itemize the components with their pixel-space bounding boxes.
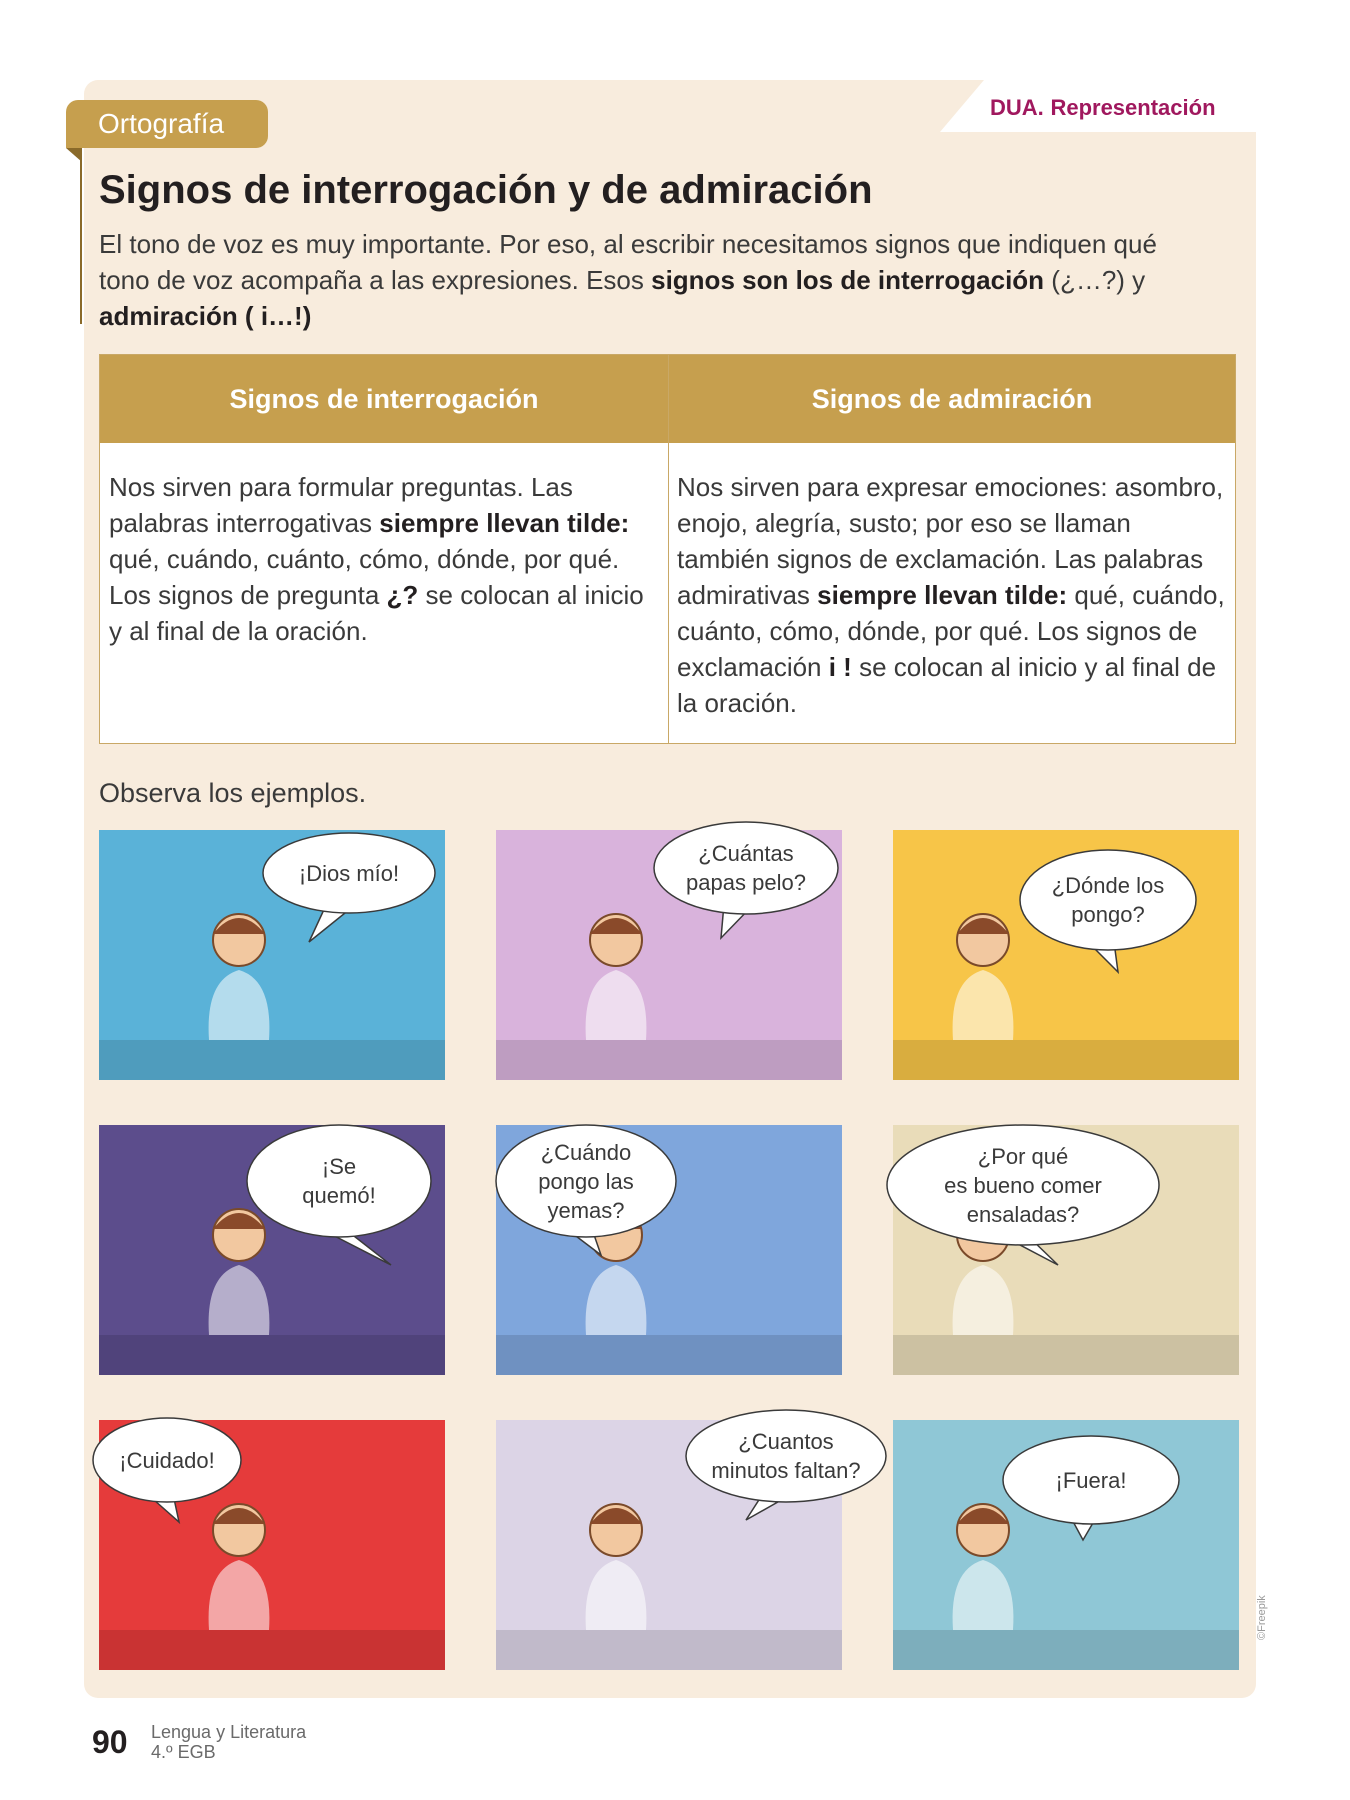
table-cell-interrogation <box>109 469 654 649</box>
cell1-bold-1: siempre llevan tilde: <box>379 508 630 538</box>
scene-counter <box>99 1335 445 1375</box>
bubble-tail-mask <box>1067 1512 1097 1520</box>
scene-counter <box>893 1335 1239 1375</box>
cell1-bold-2: ¿? <box>386 580 419 610</box>
example-scene-8 <box>496 1420 861 1670</box>
scene-counter <box>893 1630 1239 1670</box>
bubble-tail-mask <box>1084 938 1114 946</box>
bubble-text: ¿Cuántas papas pelo? <box>686 841 806 895</box>
dua-label-main: DUA. <box>990 95 1044 120</box>
scene-counter <box>99 1630 445 1670</box>
section-tab: Ortografía <box>66 100 268 148</box>
bubble-text: ¿Cuándo pongo las yemas? <box>538 1139 634 1223</box>
intro-paragraph <box>99 226 1209 334</box>
example-scene-9 <box>893 1420 1239 1670</box>
bubble-text: ¿Dónde los pongo? <box>1051 873 1165 927</box>
example-scene-5 <box>496 1125 842 1375</box>
dua-label-sub: Representación <box>1050 95 1216 120</box>
bubble-tail-mask <box>562 1225 592 1233</box>
example-scene-4 <box>99 1125 445 1375</box>
example-scene-7 <box>99 1420 445 1670</box>
bubble-text: ¡Dios mío! <box>298 860 400 886</box>
signs-table <box>99 354 1236 744</box>
table-cell-admiration <box>677 469 1229 721</box>
bubble-tail-mask <box>722 902 752 910</box>
dua-label <box>990 94 1216 122</box>
cell1-text-3: se colocan al inicio y al final de la oración. <box>109 580 644 646</box>
cell2-text-3: se colocan al inicio y al final de la oración. <box>677 652 1217 718</box>
cell2-text-1: Nos sirven para expresar emociones: asombro, enojo, alegría, susto; por eso se llaman también signos de exclamación. Las palabras admirativas <box>677 472 1224 610</box>
cell2-bold-1: siempre llevan tilde: <box>817 580 1068 610</box>
scene-counter <box>496 1040 842 1080</box>
scene-counter <box>496 1335 842 1375</box>
table-header-interrogation: Signos de interrogación <box>100 355 668 443</box>
intro-text-1: El tono de voz es muy importante. Por eso, al escribir necesitamos signos que indiquen qué tono de voz acompaña a las expresiones. Esos <box>99 229 1157 295</box>
scene-counter <box>893 1040 1239 1080</box>
bubble-tail-mask <box>315 1225 345 1233</box>
bubble-text: ¡Se quemó! <box>302 1154 376 1208</box>
scene-counter <box>496 1630 842 1670</box>
scene-illustration <box>893 830 1239 1080</box>
section-rule <box>80 148 82 324</box>
example-scene-6 <box>893 1125 1239 1375</box>
image-credit: ©Freepik <box>1256 1595 1268 1640</box>
bubble-text: ¿Cuantos minutos faltan? <box>711 1429 861 1483</box>
cell1-text-1: Nos sirven para formular preguntas. Las palabras interrogativas <box>109 472 573 538</box>
page-title: Signos de interrogación y de admiración <box>99 168 873 212</box>
cell1-text-2: qué, cuándo, cuánto, cómo, dónde, por qué. Los signos de pregunta <box>109 544 620 610</box>
cell2-text-2: qué, cuándo, cuánto, cómo, dónde, por qué. Los signos de exclamación <box>677 580 1225 682</box>
bubble-tail-mask <box>143 1490 173 1498</box>
example-scene-2 <box>496 830 842 1080</box>
table-divider <box>668 355 669 743</box>
cell2-bold-2: i ! <box>828 652 852 682</box>
bubble-text: ¡Cuidado! <box>119 1447 215 1473</box>
example-scene-1 <box>99 830 445 1080</box>
footer-info <box>151 1722 306 1762</box>
footer-subject: Lengua y Literatura <box>151 1722 307 1742</box>
table-header-admiration: Signos de admiración <box>669 355 1235 443</box>
bubble-tail-mask <box>999 1233 1029 1241</box>
bubble-text: ¿Por qué es bueno comer ensaladas? <box>944 1143 1102 1227</box>
intro-bold-2: admiración ( i…!) <box>99 301 312 331</box>
intro-text-2: (¿…?) y <box>1044 265 1146 295</box>
page-number: 90 <box>92 1724 128 1760</box>
scene-counter <box>99 1040 445 1080</box>
footer-grade: 4.º EGB <box>151 1742 216 1762</box>
example-scene-3 <box>893 830 1239 1080</box>
scene-illustration <box>893 1420 1239 1670</box>
observe-label: Observa los ejemplos. <box>99 778 367 808</box>
bubble-tail-mask <box>325 901 355 909</box>
intro-bold-1: signos son los de interrogación <box>651 265 1045 295</box>
bubble-tail-mask <box>762 1490 792 1498</box>
bubble-text: ¡Fuera! <box>1055 1467 1127 1493</box>
